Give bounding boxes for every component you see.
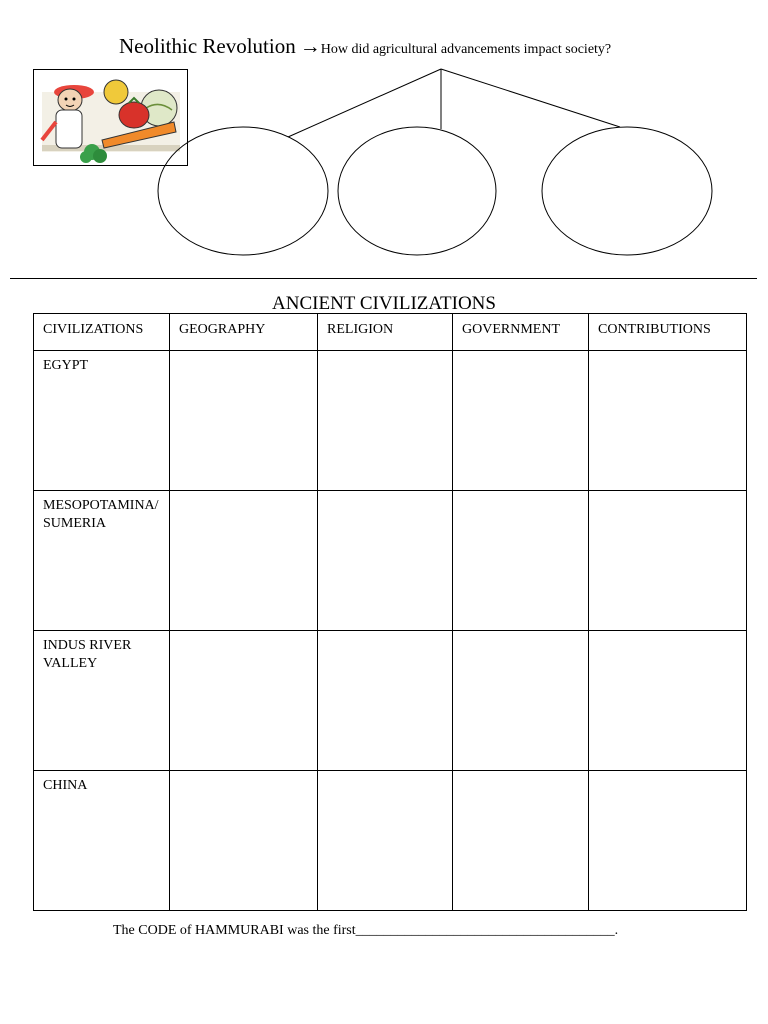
section-title: ANCIENT CIVILIZATIONS [272,293,496,314]
table-header-row [34,314,747,351]
table-row [34,491,747,631]
horizontal-divider [10,278,757,279]
table-row [34,771,747,911]
hammurabi-answer-blank[interactable]: _____________________________________. [355,923,619,938]
geography-answer-cell[interactable] [170,771,318,911]
table-row [34,351,747,491]
geography-answer-cell[interactable] [170,351,318,491]
hammurabi-question [113,923,618,939]
geography-answer-cell[interactable] [170,491,318,631]
column-header-contributions: CONTRIBUTIONS [589,314,747,351]
civilization-name-cell [34,631,170,771]
header-question: How did agricultural advancements impact society? [320,42,612,57]
civilization-name-line2: VALLEY [43,656,98,671]
civilization-name-line2: SUMERIA [43,516,107,531]
answer-oval-2[interactable] [338,127,496,255]
column-header-government: GOVERNMENT [453,314,589,351]
civilization-name-cell [34,491,170,631]
government-answer-cell[interactable] [453,351,589,491]
geography-answer-cell[interactable] [170,631,318,771]
religion-answer-cell[interactable] [318,771,453,911]
religion-answer-cell[interactable] [318,351,453,491]
hammurabi-prompt-text: The CODE of HAMMURABI was the first [113,923,356,938]
civilizations-table [33,313,747,911]
civilization-name: CHINA [43,778,88,793]
concept-tree-diagram [0,0,768,270]
contributions-answer-cell[interactable] [589,351,747,491]
page-title: Neolithic Revolution [119,34,296,58]
civilization-name: MESOPOTAMINA/ [43,498,159,513]
religion-answer-cell[interactable] [318,631,453,771]
government-answer-cell[interactable] [453,631,589,771]
contributions-answer-cell[interactable] [589,771,747,911]
government-answer-cell[interactable] [453,491,589,631]
religion-answer-cell[interactable] [318,491,453,631]
civilization-name-cell [34,771,170,911]
answer-oval-1[interactable] [158,127,328,255]
branch-line-right [441,69,620,127]
table-row [34,631,747,771]
contributions-answer-cell[interactable] [589,631,747,771]
civilization-name: INDUS RIVER [43,638,132,653]
column-header-geography: GEOGRAPHY [170,314,318,351]
government-answer-cell[interactable] [453,771,589,911]
arrow-right-icon: → [299,34,321,58]
column-header-civilizations: CIVILIZATIONS [34,314,170,351]
answer-oval-3[interactable] [542,127,712,255]
civilization-name-cell [34,351,170,491]
civilization-name: EGYPT [43,358,89,373]
contributions-answer-cell[interactable] [589,491,747,631]
column-header-religion: RELIGION [318,314,453,351]
